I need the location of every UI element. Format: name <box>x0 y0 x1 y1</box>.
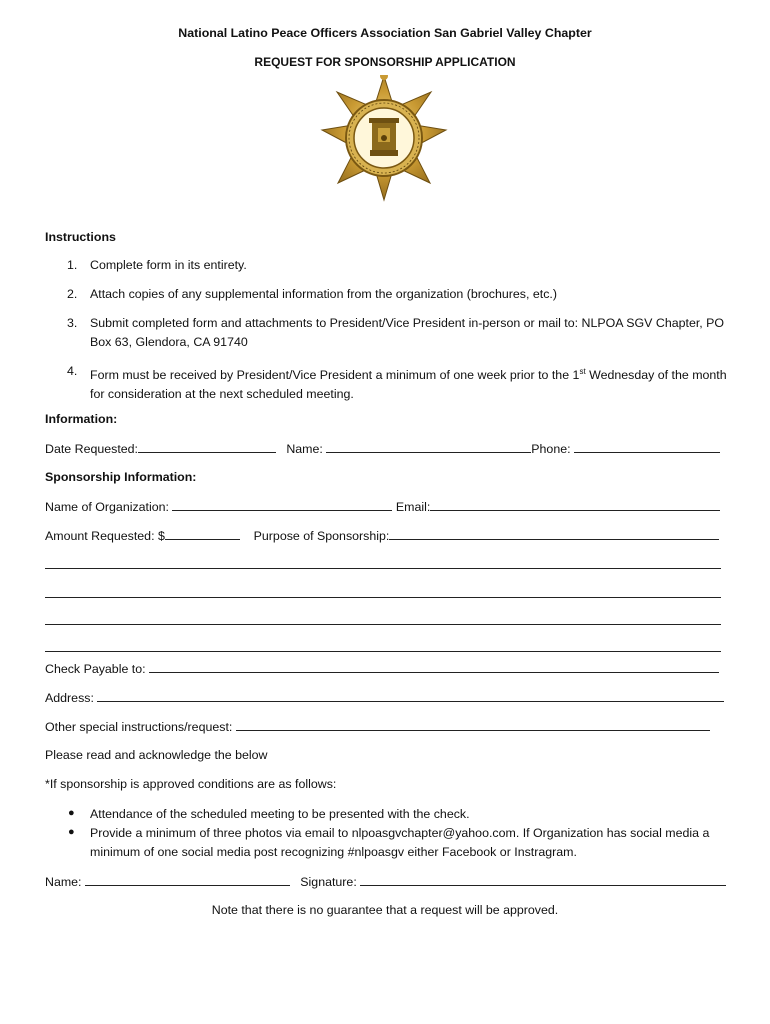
purpose-continuation-line[interactable] <box>45 557 721 572</box>
check-payable-row: Check Payable to: <box>45 661 719 676</box>
check-payable-field[interactable] <box>149 661 719 673</box>
sheriff-star-badge-icon <box>318 75 450 203</box>
purpose-continuation-line[interactable] <box>45 586 721 601</box>
amount-field[interactable] <box>165 528 240 540</box>
org-title: National Latino Peace Officers Association San Gabriel Valley Chapter <box>178 26 592 40</box>
organization-email-row: Name of Organization: Email: <box>45 499 720 514</box>
other-instructions-row: Other special instructions/request: <box>45 719 710 734</box>
amount-purpose-row: Amount Requested: $ Purpose of Sponsorship: <box>45 528 719 543</box>
guarantee-note: Note that there is no guarantee that a request will be approved. <box>211 903 559 917</box>
instruction-item: Submit completed form and attachments to President/Vice President in-person or mail to: NLPOA SGV Chapter, PO Box 63, Glendora, CA 91740 <box>90 316 725 349</box>
address-row: Address: <box>45 690 724 705</box>
acknowledge-name-field[interactable] <box>85 874 290 886</box>
instruction-number: 3. <box>67 316 78 330</box>
sponsorship-heading: Sponsorship Information: <box>45 470 197 484</box>
instruction-number: 1. <box>67 258 78 272</box>
purpose-continuation-line[interactable] <box>45 640 721 655</box>
bullet-icon: ● <box>68 826 75 838</box>
organization-name-field[interactable] <box>172 499 392 511</box>
signature-field[interactable] <box>360 874 726 886</box>
information-heading: Information: <box>45 412 118 426</box>
purpose-continuation-line[interactable] <box>45 613 721 628</box>
conditions-text: *If sponsorship is approved conditions are as follows: <box>45 777 337 791</box>
bullet-icon: ● <box>68 807 75 819</box>
instruction-number: 2. <box>67 287 78 301</box>
acknowledge-text: Please read and acknowledge the below <box>45 748 268 762</box>
instruction-item: Attach copies of any supplemental information from the organization (brochures, etc.) <box>90 287 557 301</box>
phone-field[interactable] <box>574 441 720 453</box>
date-requested-field[interactable] <box>138 441 276 453</box>
instruction-item: Form must be received by President/Vice President a minimum of one week prior to the 1st Wednesday of the month for consideration at the next scheduled meeting. <box>90 367 727 402</box>
address-field[interactable] <box>97 690 724 702</box>
email-field[interactable] <box>430 499 720 511</box>
instruction-number: 4. <box>67 364 78 378</box>
condition-item: Provide a minimum of three photos via email to nlpoasgvchapter@yahoo.com. If Organization has social media a minimum of one social media post recognizing #nlpoasgv either Facebook or Instragram. <box>90 826 710 859</box>
instruction-item: Complete form in its entirety. <box>90 258 247 272</box>
name-signature-row: Name: Signature: <box>45 874 726 889</box>
form-title: REQUEST FOR SPONSORSHIP APPLICATION <box>254 55 516 69</box>
other-instructions-field[interactable] <box>236 719 710 731</box>
date-name-phone-row: Date Requested: Name: Phone: <box>45 441 720 456</box>
name-field[interactable] <box>326 441 531 453</box>
instructions-heading: Instructions <box>45 230 116 244</box>
purpose-field[interactable] <box>389 528 719 540</box>
condition-item: Attendance of the scheduled meeting to be presented with the check. <box>90 807 470 821</box>
